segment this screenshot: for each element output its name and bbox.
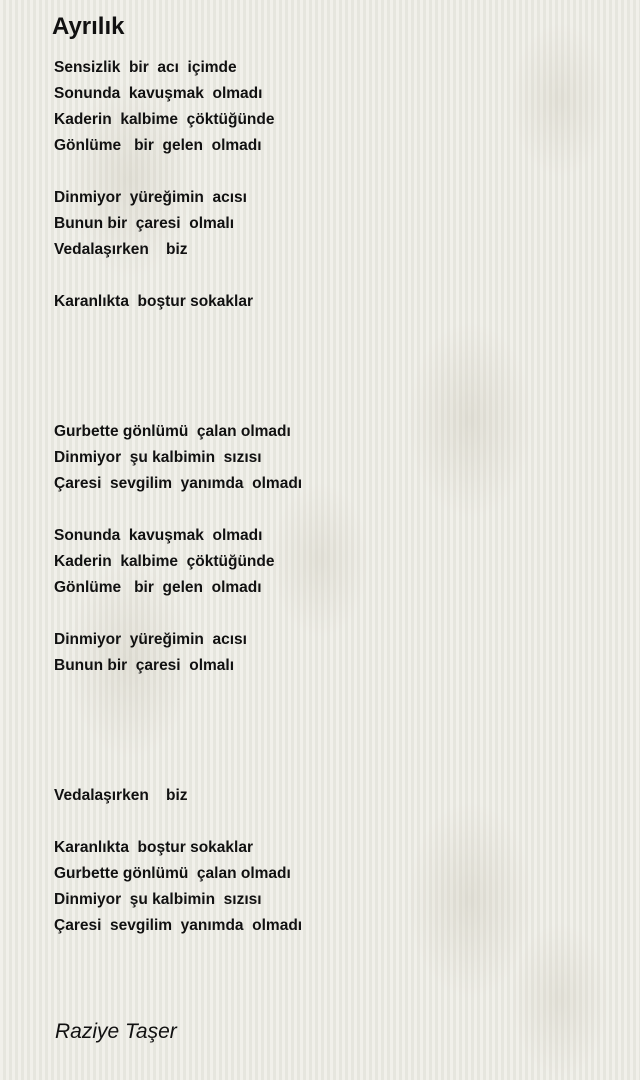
poem-line: Dinmiyor yüreğimin acısı (54, 631, 247, 648)
poem-line (54, 497, 302, 523)
poem-line: Karanlıkta boştur sokaklar (54, 839, 253, 856)
poem-line: Karanlıkta boştur sokaklar (54, 293, 253, 310)
poem-title: Ayrılık (52, 13, 125, 40)
poem-line: Dinmiyor şu kalbimin sızısı (54, 449, 262, 466)
author-name: Raziye Taşer (55, 1020, 177, 1043)
poem-line: Bunun bir çaresi olmalı (54, 215, 235, 232)
poem-body (54, 55, 302, 939)
poem-line: Sensizlik bir acı içimde (54, 59, 237, 76)
poem-line (54, 731, 302, 757)
poem-line: Vedalaşırken biz (54, 787, 188, 804)
poem-line: Bunun bir çaresi olmalı (54, 657, 235, 674)
poem-line (54, 315, 302, 341)
poem-line: Gurbette gönlümü çalan olmadı (54, 865, 291, 882)
poem-line: Vedalaşırken biz (54, 241, 188, 258)
poem-line: Sonunda kavuşmak olmadı (54, 527, 263, 544)
poem-line: Dinmiyor yüreğimin acısı (54, 189, 247, 206)
poem-line (54, 159, 302, 185)
poem-line: Kaderin kalbime çöktüğünde (54, 553, 275, 570)
poem-line (54, 757, 302, 783)
poem-line: Sonunda kavuşmak olmadı (54, 85, 263, 102)
poem-line: Çaresi sevgilim yanımda olmadı (54, 475, 303, 492)
poem-line (54, 679, 302, 705)
poem-line: Dinmiyor şu kalbimin sızısı (54, 891, 262, 908)
poem-line: Gönlüme bir gelen olmadı (54, 579, 262, 596)
poem-line (54, 393, 302, 419)
poem-line (54, 263, 302, 289)
poem-line (54, 601, 302, 627)
poem-line: Gönlüme bir gelen olmadı (54, 137, 262, 154)
poem-line (54, 367, 302, 393)
poem-line: Çaresi sevgilim yanımda olmadı (54, 917, 303, 934)
poem-line (54, 341, 302, 367)
poem-line (54, 809, 302, 835)
poem-line (54, 705, 302, 731)
poem-line: Kaderin kalbime çöktüğünde (54, 111, 275, 128)
poem-line: Gurbette gönlümü çalan olmadı (54, 423, 291, 440)
